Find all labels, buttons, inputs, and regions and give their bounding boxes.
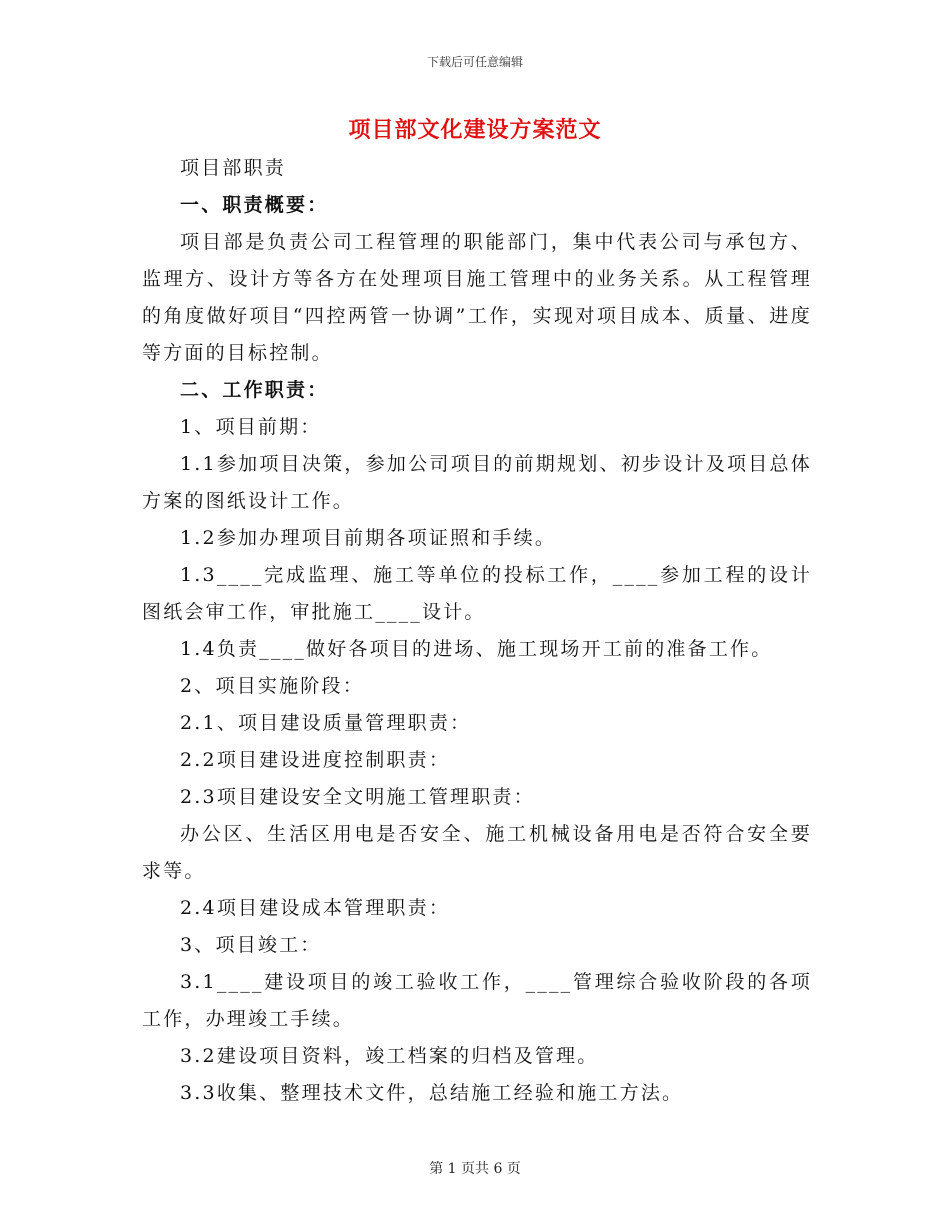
header-note: 下载后可任意编辑 [426, 55, 523, 69]
paragraph: 项目部职责 [180, 157, 287, 179]
document-body [142, 150, 812, 1112]
paragraph: 1、项目前期： [180, 416, 322, 438]
paragraph: 3、项目竣工： [180, 934, 322, 956]
paragraph: 二、工作职责： [180, 379, 329, 401]
paragraph: 项目部是负责公司工程管理的职能部门，集中代表公司与承包方、监理方、设计方等各方在处理项目施工管理中的业务关系。从工程管理的角度做好项目“四控两管一协调”工作，实现对项目成本、质量、进度等方面的目标控制。 [142, 231, 812, 364]
paragraph: 2、项目实施阶段： [180, 675, 364, 697]
page-number: 第 1 页共 6 页 [429, 1161, 521, 1177]
paragraph: 一、职责概要： [180, 194, 329, 216]
paragraph: 2.3项目建设安全文明施工管理职责： [180, 786, 535, 808]
paragraph: 1.4负责____做好各项目的进场、施工现场开工前的准备工作。 [180, 638, 773, 660]
paragraph: 2.2项目建设进度控制职责： [180, 749, 451, 771]
paragraph: 3.2建设项目资料，竣工档案的归档及管理。 [180, 1045, 599, 1067]
paragraph: 2.1、项目建设质量管理职责： [180, 712, 472, 734]
paragraph: 3.3收集、整理技术文件，总结施工经验和施工方法。 [180, 1082, 684, 1104]
paragraph: 2.4项目建设成本管理职责： [180, 897, 451, 919]
paragraph: 3.1____建设项目的竣工验收工作，____管理综合验收阶段的各项工作，办理竣工手续。 [142, 971, 812, 1030]
paragraph: 办公区、生活区用电是否安全、施工机械设备用电是否符合安全要求等。 [142, 823, 812, 882]
paragraph: 1.1参加项目决策，参加公司项目的前期规划、初步设计及项目总体方案的图纸设计工作。 [142, 453, 812, 512]
paragraph: 1.3____完成监理、施工等单位的投标工作，____参加工程的设计图纸会审工作，审批施工____设计。 [142, 564, 812, 623]
paragraph: 1.2参加办理项目前期各项证照和手续。 [180, 527, 557, 549]
document-title: 项目部文化建设方案范文 [348, 117, 602, 143]
